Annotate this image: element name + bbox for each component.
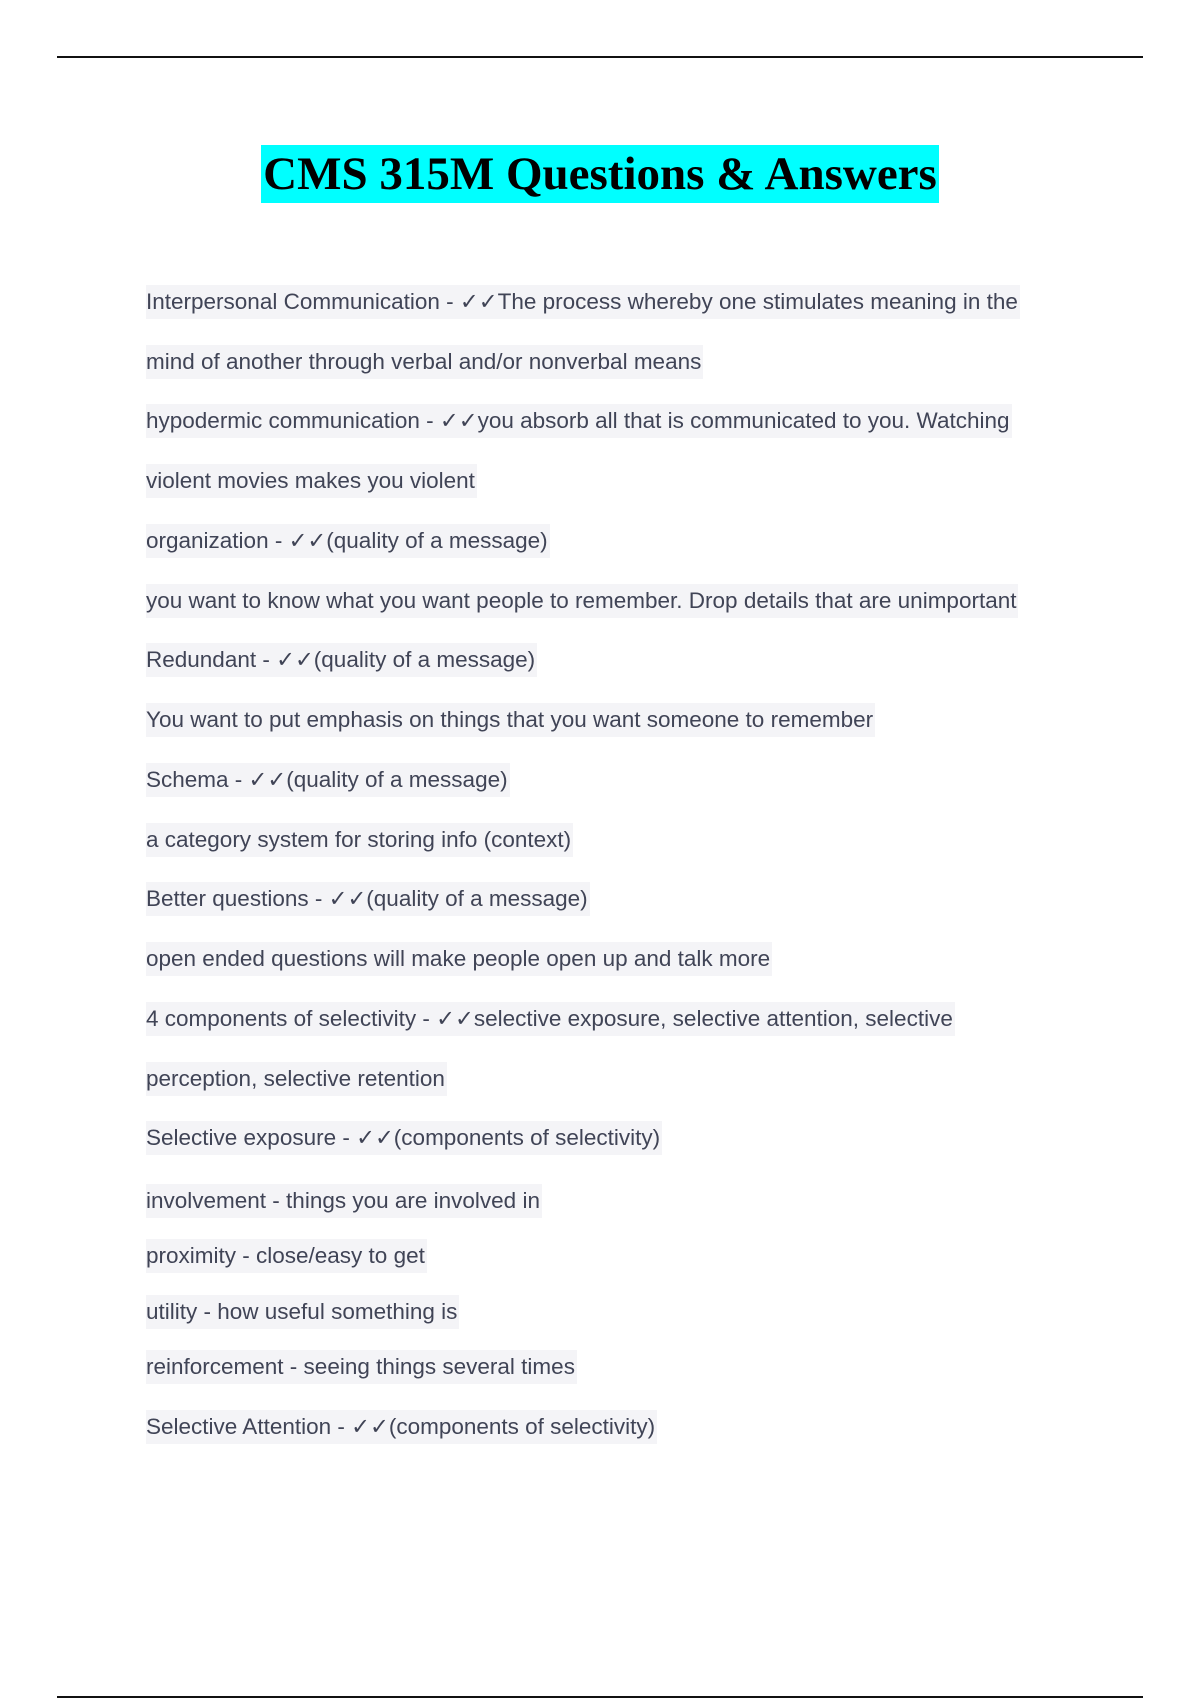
text-line: Schema - ✓✓(quality of a message) <box>146 763 510 797</box>
document-title: CMS 315M Questions & Answers <box>261 145 939 203</box>
text-line: violent movies makes you violent <box>146 464 477 498</box>
text-line: Redundant - ✓✓(quality of a message) <box>146 643 537 677</box>
text-line: you want to know what you want people to remember. Drop details that are unimportant <box>146 584 1018 618</box>
top-divider <box>57 56 1143 58</box>
text-line: organization - ✓✓(quality of a message) <box>146 524 550 558</box>
text-line: utility - how useful something is <box>146 1295 459 1329</box>
text-line: Interpersonal Communication - ✓✓The process whereby one stimulates meaning in the <box>146 285 1020 319</box>
text-line: You want to put emphasis on things that you want someone to remember <box>146 703 875 737</box>
text-line: open ended questions will make people open up and talk more <box>146 942 772 976</box>
text-line: proximity - close/easy to get <box>146 1239 427 1273</box>
text-line: hypodermic communication - ✓✓you absorb all that is communicated to you. Watching <box>146 404 1012 438</box>
text-line: Better questions - ✓✓(quality of a message) <box>146 882 590 916</box>
text-line: a category system for storing info (context) <box>146 823 573 857</box>
text-line: Selective exposure - ✓✓(components of selectivity) <box>146 1121 662 1155</box>
text-line: Selective Attention - ✓✓(components of selectivity) <box>146 1410 657 1444</box>
text-line: involvement - things you are involved in <box>146 1184 542 1218</box>
text-line: perception, selective retention <box>146 1062 447 1096</box>
bottom-divider <box>57 1696 1143 1698</box>
title-container <box>0 145 1200 203</box>
text-line: 4 components of selectivity - ✓✓selective exposure, selective attention, selective <box>146 1002 955 1036</box>
text-line: reinforcement - seeing things several times <box>146 1350 577 1384</box>
text-line: mind of another through verbal and/or nonverbal means <box>146 345 703 379</box>
